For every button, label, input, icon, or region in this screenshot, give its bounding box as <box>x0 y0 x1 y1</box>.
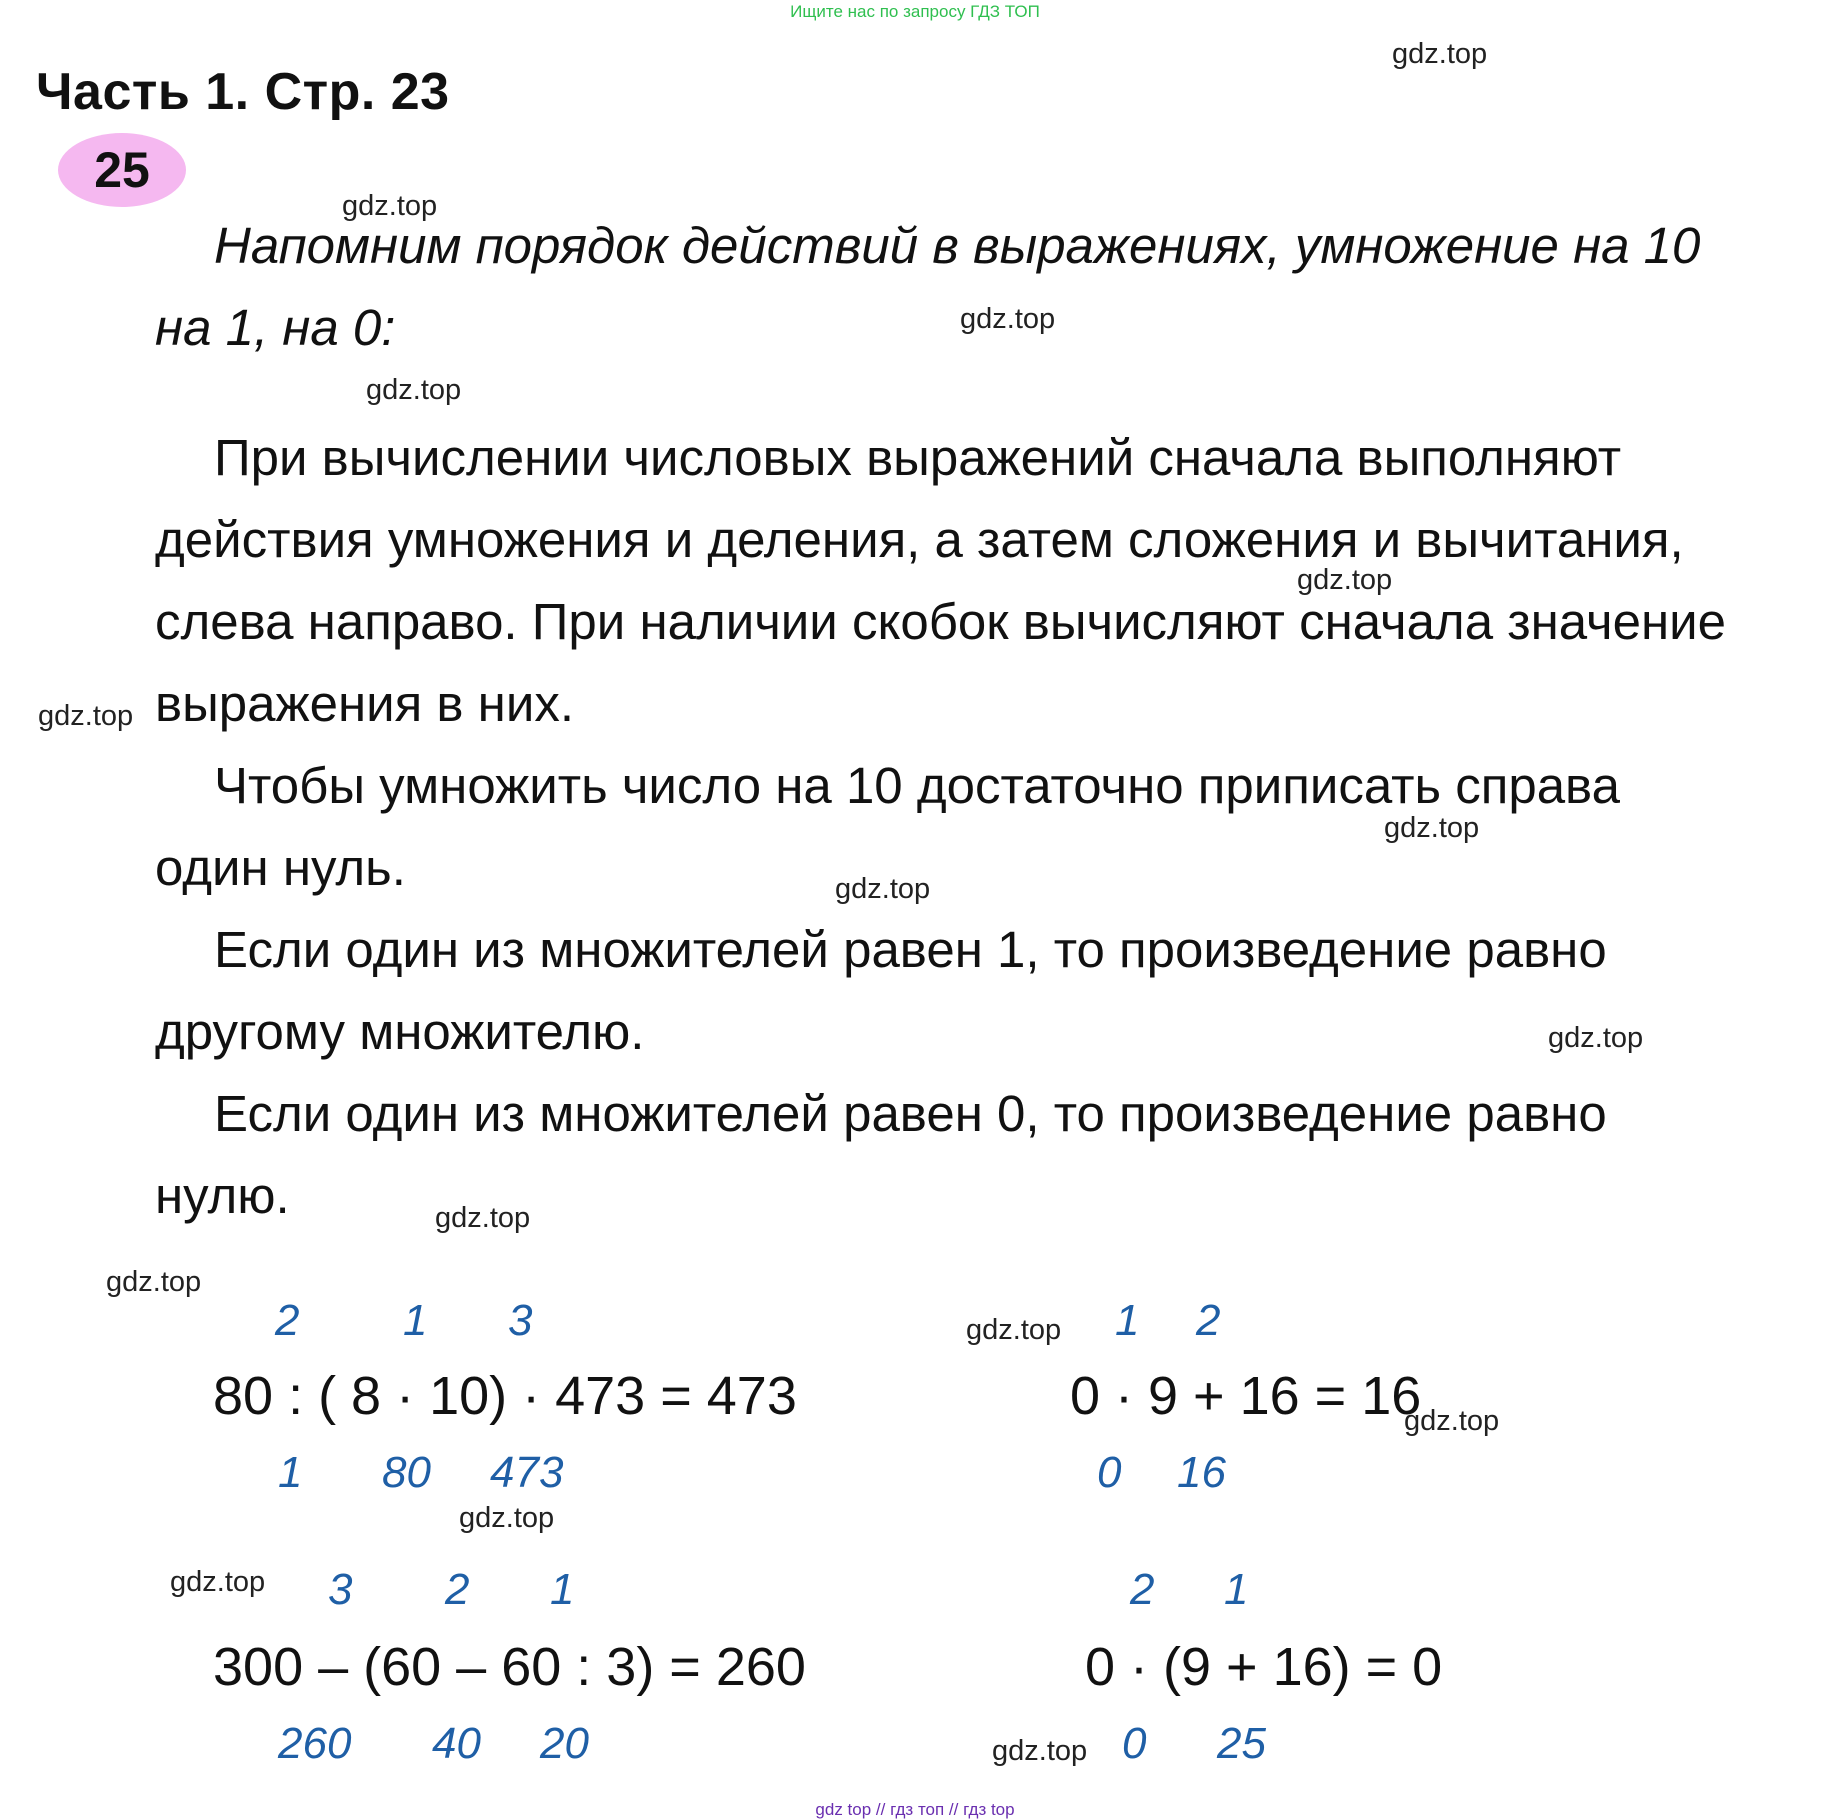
example-3-result-3: 20 <box>540 1719 589 1768</box>
example-3-result-1: 260 <box>278 1719 352 1768</box>
example-1-order-2: 1 <box>403 1296 428 1345</box>
example-3-order-3: 1 <box>550 1565 575 1614</box>
rule-ten-line-1: Чтобы умножить число на 10 достаточно приписать справа <box>214 757 1620 814</box>
example-2-order-1: 1 <box>1115 1296 1140 1345</box>
rule-order-line-2: действия умножения и деления, а затем сложения и вычитания, <box>155 511 1684 568</box>
example-4-expression: 0 · (9 + 16) = 0 <box>1085 1637 1443 1697</box>
example-1-order-3: 3 <box>508 1296 533 1345</box>
watermark: gdz.top <box>1384 812 1480 844</box>
watermark: gdz.top <box>992 1735 1088 1767</box>
example-4-result-1: 0 <box>1122 1719 1147 1768</box>
watermark: gdz.top <box>342 190 438 222</box>
task-number-badge <box>58 133 186 207</box>
page-heading: Часть 1. Стр. 23 <box>36 63 450 121</box>
watermark: gdz.top <box>966 1314 1062 1346</box>
example-3-expression: 300 – (60 – 60 : 3) = 260 <box>213 1637 806 1697</box>
example-1-result-3: 473 <box>490 1448 564 1497</box>
watermark: gdz.top <box>835 873 931 905</box>
watermark: gdz.top <box>459 1502 555 1534</box>
watermark: gdz.top <box>170 1566 266 1598</box>
example-2-order-2: 2 <box>1196 1296 1221 1345</box>
watermark: gdz.top <box>1548 1022 1644 1054</box>
watermark: gdz.top <box>435 1202 531 1234</box>
watermark: gdz.top <box>1297 564 1393 596</box>
example-4-order-1: 2 <box>1130 1565 1155 1614</box>
watermark: gdz.top <box>1392 38 1488 70</box>
example-1-expression: 80 : ( 8 · 10) · 473 = 473 <box>213 1366 797 1426</box>
example-4-result-2: 25 <box>1217 1719 1266 1768</box>
example-2-result-2: 16 <box>1177 1448 1226 1497</box>
footer: gdz top // гдз топ // гдз top <box>815 1800 1015 1819</box>
example-2-expression: 0 · 9 + 16 = 16 <box>1070 1366 1422 1426</box>
example-3-order-1: 3 <box>328 1565 353 1614</box>
example-3-order-2: 2 <box>445 1565 470 1614</box>
rule-one-line-1: Если один из множителей равен 1, то произведение равно <box>214 921 1607 978</box>
watermark: gdz.top <box>38 700 134 732</box>
example-4-order-2: 1 <box>1224 1565 1249 1614</box>
example-1-order-1: 2 <box>275 1296 300 1345</box>
watermark: gdz.top <box>366 374 462 406</box>
rule-zero-line-2: нулю. <box>155 1167 290 1224</box>
task-number: 25 <box>94 142 150 198</box>
intro-line-2: на 1, на 0: <box>155 299 396 356</box>
rule-ten-line-2: один нуль. <box>155 839 406 896</box>
watermark: gdz.top <box>1404 1405 1500 1437</box>
rule-order-line-4: выражения в них. <box>155 675 574 732</box>
rule-order-line-1: При вычислении числовых выражений сначала выполняют <box>214 429 1622 486</box>
rule-order-line-3: слева направо. При наличии скобок вычисляют сначала значение <box>155 593 1726 650</box>
example-3-result-2: 40 <box>432 1719 481 1768</box>
watermark: gdz.top <box>960 303 1056 335</box>
intro-line-1: Напомним порядок действий в выражениях, умножение на 10 <box>214 217 1701 274</box>
top-banner: Ищите нас по запросу ГДЗ ТОП <box>790 2 1040 21</box>
watermark: gdz.top <box>106 1266 202 1298</box>
rule-zero-line-1: Если один из множителей равен 0, то произведение равно <box>214 1085 1607 1142</box>
example-2-result-1: 0 <box>1097 1448 1122 1497</box>
example-1-result-2: 80 <box>382 1448 431 1497</box>
example-1-result-1: 1 <box>278 1448 303 1497</box>
rule-one-line-2: другому множителю. <box>155 1003 645 1060</box>
